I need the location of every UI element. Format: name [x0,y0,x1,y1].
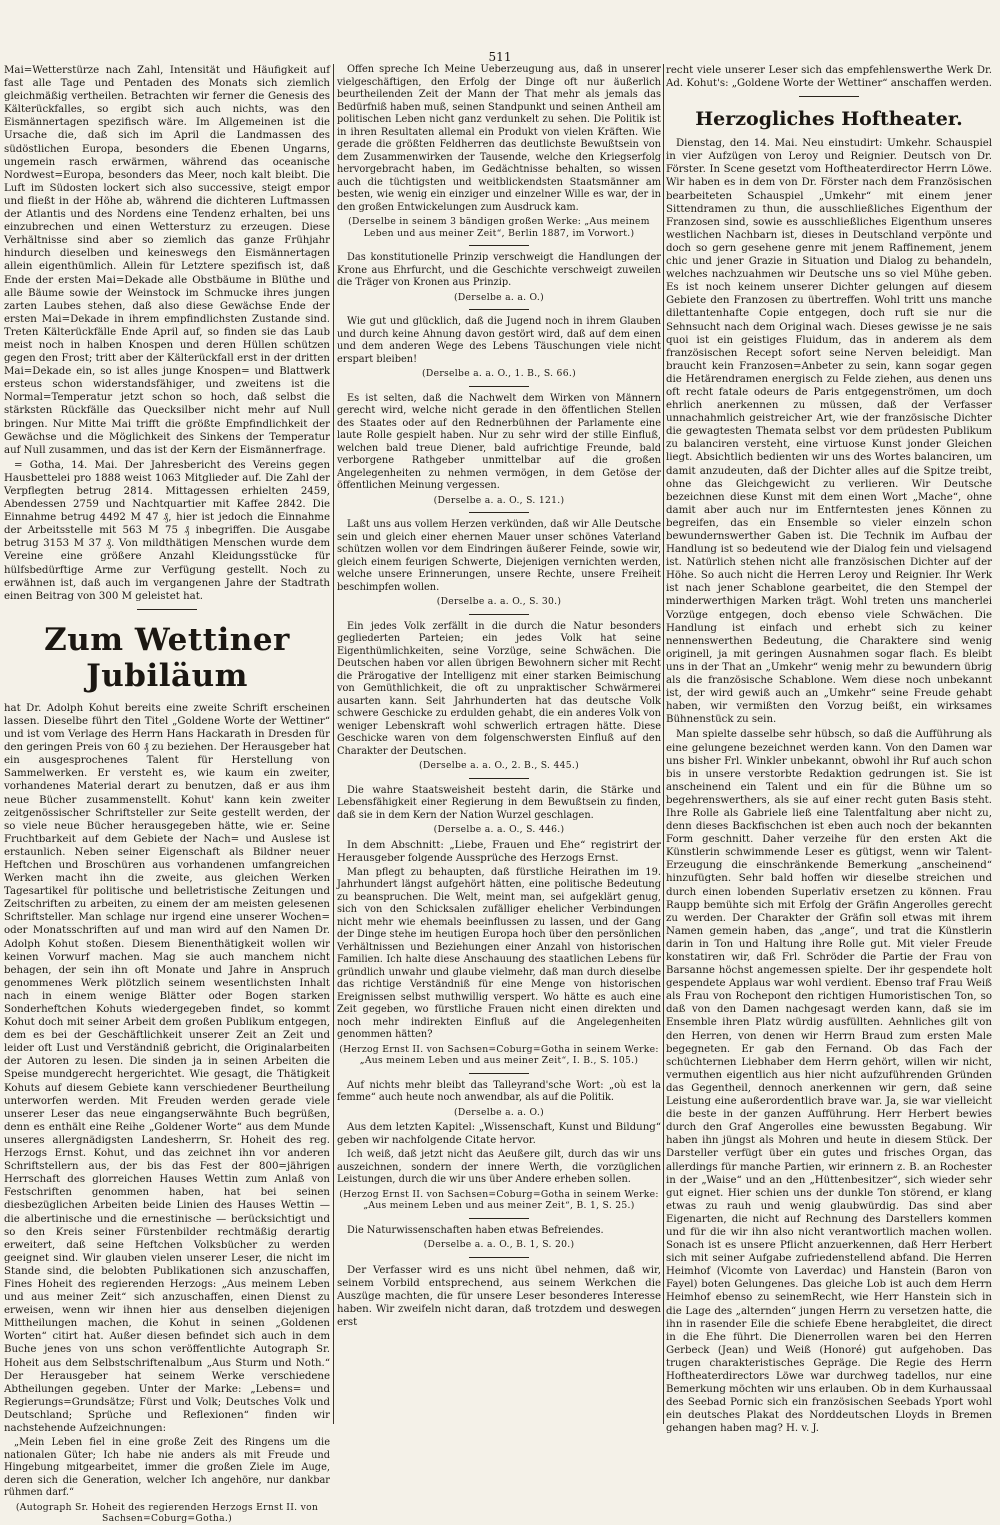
quote-text: Wie gut und glücklich, daß die Jugend noch in ihrem Glauben und durch keine Ahnung davon gestört wird, daß auf dem einen und dem anderen Wege des Lebens Täuschungen viele nicht erspart bleiben! [337,316,661,365]
quote-text: Ein jedes Volk zerfällt in die durch die Natur besonders gegliederten Parteien; ein jedes Volk hat seine Eigenthümlichkeiten, seine Vorzüge, seine Schwächen. Die Deutschen haben vor allen übrigen Bewohnern sicher mit Recht die Prärogative der Intelligenz mit einer starken Beimischung von Gemüthlichkeit, die oft zu unpraktischer Schwärmerei ausarten kann. Seit Jahrhunderten hat das deutsche Volk schwere Geschicke zu erdulden gehabt, die ein anderes Volk von weniger Lebenskraft wohl schwerlich ertragen hätte. Diese Geschicke waren von dem folgenschwersten Einfluß auf den Charakter der Deutschen. [337,620,661,757]
paragraph: Aus dem letzten Kapitel: „Wissenschaft, Kunst und Bildung“ geben wir nachfolgende Citate hervor. [337,1122,661,1147]
separator [799,96,859,97]
quote-source: (Derselbe a. a. O.) [454,1106,544,1118]
page-number: 511 [488,50,512,64]
quote-text: Das konstitutionelle Prinzip verschweigt die Handlungen der Krone aus Ehrfurcht, und die Geschichte verschweigt zuweilen die Träger von Kronen aus Prinzip. [337,252,661,288]
quote-source: (Derselbe a. a. O.) [454,291,544,303]
separator [469,512,529,513]
quote-text: Man pflegt zu behaupten, daß fürstliche Heirathen im 19. Jahrhundert längst aufgehört hätten, eine politische Bedeutung zu beanspruchen. Die Welt, meint man, sei aufgeklärt genug, sich von den Schicksalen zufälliger ehelicher Verbindungen nicht mehr wie ehemals beeinflussen zu lassen, und der Gang der Dinge stehe im heutigen Europa hoch über den persönlichen Verhältnissen und Beziehungen einer Anzahl von historischen Familien. Ich halte diese Anschauung des staatlichen Lebens für gründlich unwahr und glaube vielmehr, daß man durch dieselbe das richtige Verständniß für eine Menge von historischen Ereignissen selbst muthwillig verspert. Wo hätte es auch eine Zeit gegeben, wo fürstliche Frauen nicht einen direkten und noch mehr indirekten Einfluß auf die Angelegenheiten genommen hätten? [337,866,661,1041]
quote-source: (Derselbe in seinem 3 bändigen großen Werke: „Aus meinem Leben und aus meiner Zeit“, Berlin 1887, im Vorwort.) [348,216,650,239]
article-eismaenner: Mai=Wetterstürze nach Zahl, Intensität und Häufigkeit auf fast alle Tage und Pentaden des Monats sich ziemlich gleichmäßig vertheilen. Betrachten wir ferner die Genesis des Kälterückfalles, so ergibt sich auch nichts, was den Eismännertagen spezifisch wäre. Im Allgemeinen ist die Ursache die, daß sich im April die Landmassen des südöstlichen Europa, besonders die Ebenen Ungarns, ungemein rasch erwärmen, während das oceanische Nordwest=Europa, besonders das Meer, noch kalt bleibt. Die Luft im Südosten lockert sich also successive, steigt empor und fließt in der Höhe ab, während die dichteren Luftmassen der Atlantis und des Nordens eine Tendenz erhalten, bei uns einzubrechen und einen Wettersturz zu erzeugen. Diese Verhältnisse sind aber so ziemlich das ganze Frühjahr hindurch dieselben und keineswegs den Eismännertagen allein eigenthümlich. Allein für Letztere spezifisch ist, daß Ende der ersten Mai=Dekade alle Obstbäume in Blüthe und alle Bäume sowie der Weinstock im Schmucke ihres jungen zarten Laubes stehen, daß also diese Gewächse Ende der ersten Mai=Dekade in ihrem empfindlichsten Zustande sind. Treten Kälterückfälle Ende April auf, so finden sie das Laub meist noch in halben Knospen und deren Hüllen schützen gegen den Frost; tritt aber der Kälterückfall erst in der dritten Mai=Dekade ein, so ist alles junge Knospen= und Blattwerk ersteus schon widerstandsfähiger, und zweitens ist die Normal=Temperatur jetzt schon so hoch, daß selbst die stärksten Rückfälle das Quecksilber nicht mehr auf Null bringen. Nur Mitte Mai trifft die größte Empfindlichkeit der Gewächse und die Möglichkeit des Sinkens der Temperatur auf Null zusammen, und das ist der Kern der Eismännerfrage. [4,65,330,456]
quote-source: (Derselbe a. a. O., 1. B., S. 66.) [422,368,576,379]
separator [469,778,529,779]
article-gotha-verein: = Gotha, 14. Mai. Der Jahresbericht des Vereins gegen Hausbettelei pro 1888 weist 1063 Mitglieder auf. Die Zahl der Verpflegten betrug 2814. Mittagessen erhielten 2459, Abendessen 2759 und Nachtquartier mit Kaffee 2842. Die Einnahme betrug 4492 M 47 ₰, hier ist jedoch die Einnahme der Arbeitsstelle mit 563 M 75 ₰ inbegriffen. Die Ausgabe betrug 3153 M 37 ₰. Von mildthätigen Menschen wurde dem Vereine eine größere Anzahl Kleidungsstücke für hülfsbedürftige Arme zur Verfügung gestellt. Noch zu erwähnen ist, daß auch im vergangenen Jahre der Stadtrath einen Beitrag von 300 M geleistet hat. [4,459,330,602]
quote-autograph: „Mein Leben fiel in eine große Zeit des Ringens um die nationalen Güter; Ich habe nie anders als mit Freude und Hingebung mitgearbeitet, immer die großen Ziele im Auge, deren sich die Generation, welcher Ich angehöre, nur dankbar rühmen darf.“ [4,1437,330,1499]
quote-text: Die wahre Staatsweisheit besteht darin, die Stärke und Lebensfähigkeit einer Regierung in dem Bewußtsein zu finden, daß sie in dem Kern der Nation Wurzel geschlagen. [337,784,661,821]
quote-text: Auf nichts mehr bleibt das Talleyrand'sche Wort: „où est la femme“ auch heute noch anwendbar, als auf die Politik. [337,1079,661,1104]
quote-source: (Herzog Ernst II. von Sachsen=Coburg=Gotha in seinem Werke: „Aus meinem Leben und aus meiner Zeit“, I. B., S. 105.) [339,1043,659,1067]
column-middle [337,64,661,1424]
review-performance: Man spielte dasselbe sehr hübsch, so daß die Aufführung als eine gelungene bezeichnet werden kann. Von den Damen war uns bisher Frl. Winkler unbekannt, obwohl ihr Ruf auch schon bis in unsere verstorbte Redaktion gedrungen ist. Sie ist anscheinend ein Talent und ein für die Bühne um so begehrenswerthers, als sie auf einer recht guten Basis steht. Ihre Rolle als Gabriele ließ eine Talentfaltung aber nicht zu, denn dieses Backfischchen ist eben auch noch der bekannten Form geschnitt. Daher verzeihe für den ersten Akt die Künstlerin schwimmende Leser es gütigst, wenn wir Talent-Erzeugung die einschränkende Bemerkung „anscheinend“ hinzufügten. Sehr bald hoffen wir dieselbe streichen und durch einen lobenden Superlativ ersetzen zu können. Frau Raupp bemühte sich mit Erfolg der Gräfin Angerolles gerecht zu werden. Der Charakter der Gräfin soll etwas mit ihrem Namen gemein haben, das „ange“, und trat die Künstlerin darin in Ton und Haltung ihre Rolle gut. Mit vieler Freude konstatiren wir, daß Frl. Schröder die Partie der Frau von Barsanne höchst angemessen spielte. Der ihr gespendete holt gespendete Applaus war wohl verdient. Ebenso traf Frau Weiß als Frau von Rochepont den richtigen Humoristischen Ton, so daß von den Damen nachgesagt werden kann, daß sie im Ensemble ihren Platz würdig ausfüllten. Aehnliches gilt von den Herren, von denen wir Herrn Braud zum ersten Male begegneten. Er gab den Fernand. Ob das Fach der schüchternen Liebhaber dem Herrn gehört, willen wir nicht, vermuthen eigentlich aus hier nicht aufzuführenden Gründen das Gegentheil, dennoch anerkennen wir gern, daß seine Leistung eine außerordentlich brave war. Ja, sie war vielleicht die beste in der ganzen Aufführung. Herr Herbert bewies durch den Graf Angerolles eine bewussten Begabung. Wir haben ihn jüngst als Mohren und heute in diesem Stück. Der Darsteller verfügt über ein gutes und frisches Organ, das allerdings für manche Partien, wir erinnern z. B. an Rochester in der „Waise“ und an den „Hüttenbesitzer“, sich wieder sehr gut eignet. Hier schien uns der dunkle Ton störend, er klang etwas zu rauh und wenig glaubwürdig. Das sind aber Eigenarten, die nicht auf Rechnung des Darstellers kommen und für die wir ihn also nicht verantwortlich machen wollen. Sonach ist es unsere Pflicht anzuerkennen, daß Herr Herbert sich mit seiner Aufgabe zufriedenstellend abfand. Die Herren Heimhof (Vicomte von Laverdac) und Hanstein (Baron von Fayel) boten Gelungenes. Das gleiche Lob ist auch dem Herrn Heimhof ebenso zu seinemRecht, wie Herr Hanstein sich in die Lage des „alternden“ jungen Herrn zu versetzen hatte, die ihn in rasender Eile die schiefe Ebene herabgleitet, die direct in die Ehe führt. Die Dienerrollen waren bei den Herren Gerbeck (Jean) und Weiß (Honoré) gut aufgehoben. Das trugen charakteristisches Gepräge. Die Regie des Herrn Hoftheaterdirectors Löwe war durchweg tadellos, nur eine Bemerkung möchten wir uns erlauben. Ob in dem Kurhaussaal des Seebad Pornic sich ein französischen Seebads Yport wohl ein deutsches Plakat des Norddeutschen Lloyds in Bremen gehangen haben mag? H. v. J. [666,729,992,1435]
quote-source: (Derselbe a. a. O., S. 30.) [436,596,562,607]
column-left [4,64,330,1525]
separator [137,609,197,610]
quote-text: Ich weiß, daß jetzt nicht das Aeußere gilt, durch das wir uns auszeichnen, sondern der innere Werth, die vorzüglichen Leistungen, durch die wir uns über Andere erheben sollen. [337,1149,661,1186]
quote-source: (Autograph Sr. Hoheit des regierenden Herzogs Ernst II. von Sachsen=Coburg=Gotha.) [15,1501,319,1525]
separator [469,309,529,310]
heading-hoftheater: Herzogliches Hoftheater. [695,108,963,131]
quote-source: (Derselbe a. a. O., S. 121.) [433,494,565,506]
heading-wettiner-jubilaeum: Zum Wettiner Jubiläum [44,621,290,694]
quote-source: (Herzog Ernst II. von Sachsen=Coburg=Gotha in seinem Werke: „Aus meinem Leben und aus meiner Zeit“, B. 1, S. 25.) [339,1188,659,1212]
separator [469,1073,529,1074]
quote-source: (Derselbe a. a. O., B. 1, S. 20.) [423,1239,575,1251]
paragraph: Der Verfasser wird es uns nicht übel nehmen, daß wir, seinem Vorbild entsprechend, aus seinem Werkchen die Auszüge machten, die für unsere Leser besonderes Interesse haben. Wir zweifeln nicht daran, daß trotzdem und deswegen erst [337,1264,661,1329]
article-kohut: hat Dr. Adolph Kohut bereits eine zweite Schrift erscheinen lassen. Dieselbe führt den Titel „Goldene Worte der Wettiner“ und ist vom Verlage des Herrn Hans Hackarath in Dresden für den geringen Preis von 60 ₰ zu beziehen. Der Herausgeber hat ein ausgesprochenes Talent für Herstellung von Sammelwerken. Er versteht es, wie kaum ein zweiter, vorhandenes Material derart zu benutzen, daß er aus ihm neue Bücher zusammenstellt. Kohut' kann kein zweiter zeitgenössischer Schriftsteller zur Seite gestellt werden, der so viele neue Bücher herausgegeben hätte, wie er. Seine Fruchtbarkeit auf dem Gebiete der Nach= und Auslese ist erstaunlich. Neben seiner Eigenschaft als Bildner neuer Heftchen und Broschüren aus vorhandenen umfangreichen Werken macht ihn die zweite, aus gleichen Werken Tagesartikel für politische und belletristische Zeitungen und Zeitschriften zu arbeiten, zu einem der am meisten gelesenen Schriftsteller. Man schlage nur irgend eine unserer Wochen= oder Monatsschriften auf und man wird auf den Namen Dr. Adolph Kohut stoßen. Diesem Bienenthätigkeit wollen wir keinen Vorwurf machen. Mag sie auch manchem nicht behagen, der sein ihn oft Monate und Jahre in Anspruch genommenes Werk plötzlich seinem wesentlichsten Inhalt nach in einem wenige Blätter oder Bogen starken Sonderheftchen Kohuts wiedergegeben findet, so kommt Kohut doch mit seiner Arbeit dem großen Publikum entgegen, dem es bei der Geschäftlichkeit unserer Zeit an Zeit und leider oft Lust und Verständniß gebricht, die Originalarbeiten der Autoren zu lesen. Die sinden ja in seinen Arbeiten die Speise mundgerecht hergerichtet. Wie gesagt, die Thätigkeit Kohuts auf diesem Gebiete kann verschiedener Beurtheilung unterworfen werden. Mit Freuden werden gerade viele unserer Leser das neue eingangserwähnte Buch begrüßen, denn es enthält eine Reihe „Goldener Worte“ aus dem Munde unseres allergnädigsten Landesherrn, Sr. Hoheit des reg. Herzogs Ernst. Kohut, und das zeichnet ihn vor anderen Schriftstellern aus, der bis das Fest der 800=jährigen Herrschaft des glorreichen Hauses Wettin zum Anlaß von Festschriften genommen haben, hat bei seinen diesbezüglichen Arbeiten beide Linien des Hauses Wettin — die albertinische und die ernestinische — berücksichtigt und so den Kreis seiner Fürstenbilder rechtmäßig derartig erweitert, daß seine Heftchen Volksbücher zu werden geeignet sind. Wir glauben vielen unserer Leser, die nicht im Stande sind, die belobten Publikationen sich anzuschaffen, Fines Hoheit des regierenden Herzogs: „Aus meinem Leben und aus meiner Zeit“ sich anzuschaffen, einen Dienst zu erweisen, wenn wir ihnen hier aus denselben diejenigen Mittheilungen machen, die Kohut in seinen „Goldenen Worten“ citirt hat. Außer diesen befindet sich auch in dem Buche jenes von uns schon veröffentlichte Autograph Sr. Hoheit aus dem Selbstschriftenalbum „Aus Sturm und Noth.“ Der Herausgeber hat seinem Werke verschiedene Abtheilungen gegeben. Unter der Marke: „Lebens= und Regierungs=Grundsätze; Fürst und Volk; Deutsches Volk und Deutschland; Sprüche und Reflexionen“ finden wir nachstehende Aufzeichnungen: [4,702,330,1434]
paragraph-continuation: recht viele unserer Leser sich das empfehlenswerthe Werk Dr. Ad. Kohut's: „Goldene Worte der Wettiner“ anschaffen werden. [666,65,992,90]
column-right [666,64,992,1435]
column-divider [663,64,664,1424]
separator [469,614,529,615]
quote-source: (Derselbe a. a. O., 2. B., S. 445.) [418,760,580,771]
separator [469,1218,529,1219]
quote-source: (Derselbe a. a. O., S. 446.) [433,824,565,835]
separator [469,386,529,387]
quote-text: Offen spreche Ich Meine Ueberzeugung aus, daß in unserer vielgeschäftigen, den Erfolg der Dinge oft nur äußerlich beurtheilenden Zeit der Mann der That mehr als jemals das Bedürfniß haben muß, seinen Standpunkt und seinen Antheil am politischen Leben nicht ganz verdunkelt zu sehen. Die Politik ist in ihren Resultaten allemal ein Produkt von vielen Kräften. Wie gerade die größten Feldherren das deutlichste Bewußtsein von dem Zusammenwirken der Tausende, welche den Kriegserfolg hervorgebracht haben, im Gedächtnisse behalten, so wissen auch die tüchtigsten und weitblickendsten Staatsmänner am besten, wie wenig ein einziger und einzelner Wille es war, der in den großen Entwickelungen zum Ausdruck kam. [337,64,661,213]
paragraph: In dem Abschnitt: „Liebe, Frauen und Ehe“ registrirt der Herausgeber folgende Aussprüche des Herzogs Ernst. [337,839,661,864]
separator [469,245,529,246]
column-divider [333,64,334,1424]
quote-text: Es ist selten, daß die Nachwelt dem Wirken von Männern gerecht wird, welche nicht gerade in den öffentlichen Stellen des Staates oder auf den Rednerbühnen der Parlamente eine laute Rolle gespielt haben. Nur zu sehr wird der stille Einfluß, welchen bald treue Diener, bald aufrichtige Freunde, bald verborgene Rathgeber unmittelbar auf die großen Angelegenheiten zu nehmen vermögen, in dem Getöse der öffentlichen Meinung vergessen. [337,392,661,491]
separator [469,1257,529,1258]
quote-text: Laßt uns aus vollem Herzen verkünden, daß wir Alle Deutsche sein und gleich einer ehernen Mauer unser schönes Vaterland schützen wollen vor dem Eindringen äußerer Feinde, sowie wir, gleich einem feurigen Schwerte, Diejenigen vernichten werden, welche unsere Erinnerungen, unsere Rechte, unsere Freiheit beschimpfen wollen. [337,519,661,593]
quote-text: Die Naturwissenschaften haben etwas Befreiendes. [347,1224,604,1236]
review-umkehr: Dienstag, den 14. Mai. Neu einstudirt: Umkehr. Schauspiel in vier Aufzügen von Leroy und Reignier. Deutsch von Dr. Förster. In Scene gesetzt vom Hoftheaterdirector Herrn Löwe. Wir haben es in dem von Dr. Förster nach dem Französischen bearbeiteten Schauspiel „Umkehr“ mit einem jener Sittendramen zu thun, die ausschließliches Eigenthum der Franzosen sind, sowie es ausschließliches Eigenthum unseres westlichen Nachbarn ist, dieses in Deutschland verpönte und doch so gern gesehene genre mit jenem Raffinement, jenem chic und jener Grazie in Situation und Dialog zu behandeln, welches nachzuahmen wir Deutsche uns so viel Mühe geben. Es ist noch keinem unserer Dichter gelungen auf diesem Gebiete den Franzosen zu übertreffen. Wohl tritt uns manche dilettantenhafte Copie entgegen, doch ruft sie nur die Sehnsucht nach dem Original wach. Dieses gewisse je ne sais quoi ist ein geistiges Fluidum, das in anderem als dem französischen Recept sofort seine Nerven beleidigt. Man braucht kein Franzosen=Anbeter zu sein, kann sogar gegen die Hetärendramen energisch zu Felde ziehen, aus denen uns oft recht fatale odeurs de Paris entgegenströmen, um doch ehrlich anerkennen zu müssen, daß der Verfasser unnachahmlich geistreicher Art, wie der französische Dichter die gewagtesten Themata selbst vor dem prüdesten Publikum zu balanciren versteht, eine virtuose Kunst jonder Gleichen liegt. Absichtlich bedienten wir uns des Wortes balanciren, um damit anzudeuten, daß der Dichter alles auf die Spitze treibt, ohne das Gleichgewicht zu verlieren. Wir Deutsche bezeichnen diese Kunst mit dem einen Wort „Mache“, ohne damit aber auch nur im Entferntesten jenes Können zu begreifen, das ein Ensemble so vieler einzeln schon bewundernswerther Gaben ist. Die Technik im Aufbau der Handlung ist so bedeutend wie der Dialog fein und vielsagend ist. Natürlich stehen nicht alle französischen Dichter auf der Höhe. So auch nicht die Herren Leroy und Reignier. Ihr Werk ist nach jener Schablone gearbeitet, die den Stempel der minderwerthigen Marken trägt. Wohl treten uns mancherlei Vorzüge entgegen, doch ebenso viele Schwächen. Die Handlung ist einfach und erhebt sich zu keiner nennenswerthen Bedeutung, die Charaktere sind wenig originell, ja mit geringen Ausnahmen sogar flach. Es bleibt uns in der That an „Umkehr“ wenig mehr zu bewundern übrig als die französische Schablone. Wem diese noch unbekannt ist, der wird gewiß auch an „Umkehr“ seine Freude gehabt haben, wir vermißten den Vorzug beißt, ein wirksames Bühnenstück zu sein. [666,138,992,726]
